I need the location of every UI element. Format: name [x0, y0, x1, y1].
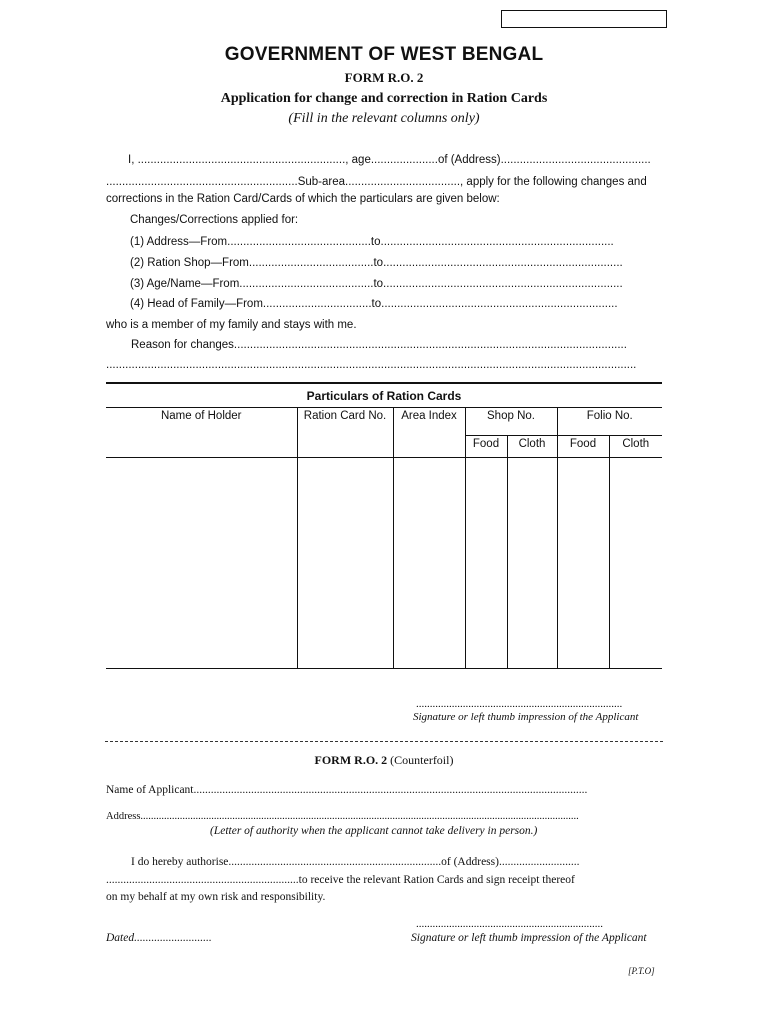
- cell-folio-food[interactable]: [557, 458, 609, 669]
- table-row: [106, 458, 662, 669]
- form-number: FORM R.O. 2: [344, 70, 424, 85]
- change-item-head-of-family: (4) Head of Family—From..................................to..........................................................................: [130, 298, 618, 310]
- page-title: GOVERNMENT OF WEST BENGAL: [224, 44, 544, 65]
- receive-line: ...................................................................to receive the relevant Ration Cards and sign receipt thereof: [106, 874, 575, 886]
- cell-card-no[interactable]: [297, 458, 393, 669]
- counterfoil-signature-label: Signature or left thumb impression of the Applicant: [411, 932, 647, 944]
- change-item-ration-shop: (2) Ration Shop—From.......................................to...........................................................................: [130, 257, 623, 269]
- counterfoil-signature-dots: ....................................................................: [416, 918, 603, 930]
- behalf-line: on my behalf at my own risk and responsibility.: [106, 891, 326, 903]
- office-use-box: [501, 10, 667, 28]
- changes-heading: Changes/Corrections applied for:: [130, 214, 299, 226]
- col-header-folio-no: Folio No.: [557, 408, 662, 436]
- cell-folio-cloth[interactable]: [609, 458, 662, 669]
- fill-instruction: (Fill in the relevant columns only): [288, 111, 480, 126]
- signature-dots: ...........................................................................: [416, 698, 623, 710]
- particulars-heading: Particulars of Ration Cards: [306, 389, 462, 403]
- counterfoil-label: (Counterfoil): [390, 753, 454, 767]
- applicant-line-2: ............................................................Sub-area...................................., apply for the following changes and: [106, 176, 647, 188]
- applicant-line-1: I, ................................................................., age.....................of (Address)...............................................: [128, 154, 651, 166]
- applicant-line-3: corrections in the Ration Card/Cards of which the particulars are given below:: [106, 193, 500, 205]
- particulars-table: [106, 407, 662, 669]
- col-header-area-index: Area Index: [393, 408, 465, 458]
- col-header-shop-food: Food: [465, 436, 507, 458]
- counterfoil-form-no: FORM R.O. 2: [314, 753, 388, 767]
- form-subtitle: Application for change and correction in Ration Cards: [220, 91, 548, 106]
- col-header-shop-no: Shop No.: [465, 408, 557, 436]
- col-header-folio-food: Food: [557, 436, 609, 458]
- cell-shop-food[interactable]: [465, 458, 507, 669]
- cell-holder[interactable]: [106, 458, 297, 669]
- col-header-card-no: Ration Card No.: [297, 408, 393, 458]
- change-item-address: (1) Address—From.............................................to.........................................................................: [130, 236, 614, 248]
- authority-note: (Letter of authority when the applicant cannot take delivery in person.): [210, 825, 538, 837]
- cut-line: [105, 741, 663, 742]
- reason-continuation: ......................................................................................................................................................................: [106, 359, 637, 371]
- table-top-rule: [106, 382, 662, 384]
- col-header-folio-cloth: Cloth: [609, 436, 662, 458]
- pto-note: [P.T.O]: [628, 966, 655, 976]
- col-header-shop-cloth: Cloth: [507, 436, 557, 458]
- member-line: who is a member of my family and stays with me.: [106, 319, 357, 331]
- col-header-holder: Name of Holder: [106, 408, 297, 458]
- applicant-name-field: Name of Applicant.........................................................................................................................................: [106, 784, 588, 796]
- signature-label: Signature or left thumb impression of the Applicant: [413, 711, 639, 723]
- change-item-age-name: (3) Age/Name—From..........................................to...........................................................................: [130, 278, 623, 290]
- dated-field: Dated...........................: [106, 932, 212, 944]
- cell-area-index[interactable]: [393, 458, 465, 669]
- applicant-address-field: Address.......................................................................................................................................................................: [106, 811, 579, 822]
- reason-line: Reason for changes...........................................................................................................................: [131, 339, 627, 351]
- counterfoil-heading: [0, 753, 768, 768]
- cell-shop-cloth[interactable]: [507, 458, 557, 669]
- authorise-line: I do hereby authorise..........................................................................of (Address)............................: [131, 856, 580, 868]
